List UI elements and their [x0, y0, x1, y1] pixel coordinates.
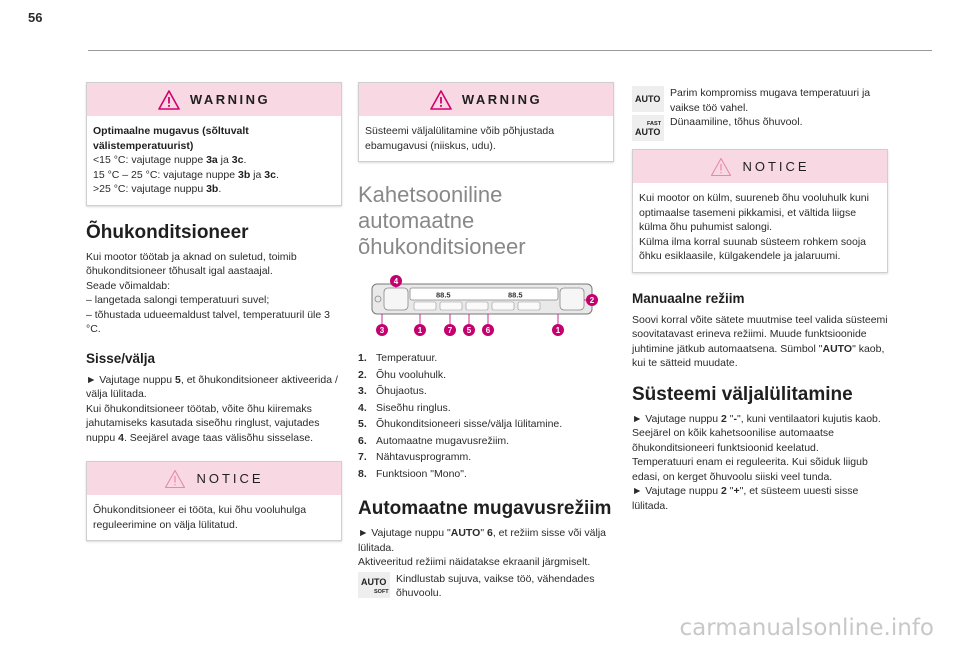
warning-triangle-icon — [158, 90, 180, 110]
callout-label-6: 6 — [485, 326, 491, 335]
list-item: 6. Automaatne mugavusrežiim. — [358, 434, 510, 447]
callout-label-4: 4 — [393, 277, 399, 286]
panel-button — [414, 302, 436, 310]
system-off-text: ► Vajutage nuppu 2 "-", kuni ventilaatori kujutis kaob. Seejärel on kõik kahetsoonilise automaatse õhukonditsioneeri funktsioonid keelatud. Temperatuuri enam ei reguleerita. Kui sõiduk liigub edasi, on kerget õhuvoolu siiski veel tunda. ► Vajutage nuppu 2 "+", et süsteem uuesti sisse lülitada. — [632, 412, 881, 512]
mode-soft-row — [358, 572, 614, 601]
watermark: carmanualsonline.info — [679, 615, 934, 641]
list-item: 1. Temperatuur. — [358, 352, 438, 364]
icon-label-top: AUTO — [361, 576, 387, 587]
column-3 — [632, 86, 888, 513]
warning-body — [87, 116, 341, 205]
panel-button — [466, 302, 488, 310]
list-item: 3. Õhujaotus. — [358, 385, 427, 397]
ac-control-panel-illustration — [358, 274, 598, 340]
notice-triangle-icon — [164, 469, 186, 489]
warning-line-3: >25 °C: vajutage nuppu 3b. — [93, 183, 222, 195]
panel-button — [440, 302, 462, 310]
warning-body: Süsteemi väljalülitamine võib põhjustada ebamugavusi (niiskus, udu). — [365, 125, 555, 152]
mode-fast-row — [632, 115, 888, 141]
callout-label-2: 2 — [589, 296, 595, 305]
panel-button — [518, 302, 540, 310]
list-item: 2. Õhu vooluhulk. — [358, 368, 447, 381]
intro-text: Kui mootor töötab ja aknad on suletud, toimib õhukonditsioneer tõhusalt igal aastaajal. Seade võimaldab: – langetada salongi temperatuuri suvel; – tõhustada udueemaldust talvel, temperatuuril üle 3 °C. — [86, 250, 330, 335]
section-heading-system-off: Süsteemi väljalülitamine — [632, 383, 853, 405]
notice-body: Kui mootor on külm, suureneb õhu vooluhulk kuni optimaalse tasemeni pikkamisi, et vältida liigse külma õhu puhumist salongi. Külma ilma korral suunab süsteem rohkem sooja õhku esiklaasile, külgakendele ja jalaruumi. — [639, 192, 869, 262]
list-item: 4. Siseõhu ringlus. — [358, 401, 451, 414]
callout-label-7: 7 — [447, 326, 453, 335]
header-rule — [88, 50, 932, 51]
icon-label-bottom: AUTO — [635, 127, 661, 137]
column-1 — [86, 82, 342, 541]
warning-triangle-icon — [430, 90, 452, 110]
notice-header — [633, 150, 887, 183]
numbered-legend — [358, 350, 614, 482]
panel-left-knob — [384, 288, 408, 310]
warning-line-2: 15 °C – 25 °C: vajutage nuppe 3b ja 3c. — [93, 168, 279, 181]
callout-label-1: 1 — [417, 326, 423, 335]
notice-body: Õhukonditsioneer ei tööta, kui õhu vooluhulga reguleerimine on välja lülitatud. — [93, 504, 307, 531]
warning-title: WARNING — [461, 92, 543, 107]
callout-label-5: 5 — [466, 326, 472, 335]
warning-box-optimal — [86, 82, 342, 206]
subheading-manual-mode: Manuaalne režiim — [632, 290, 745, 306]
panel-display-right: 88.5 — [508, 290, 523, 300]
warning-title: WARNING — [189, 92, 271, 107]
warning-bold-intro: Optimaalne mugavus (sõltuvalt välistemperatuurist) — [93, 125, 249, 152]
callout-label-3: 3 — [379, 326, 385, 335]
icon-label-top: FAST — [647, 121, 662, 127]
notice-title: NOTICE — [742, 159, 810, 174]
mode-soft-text: Kindlustab sujuva, vaikse töö, vähendades õhuvoolu. — [396, 572, 595, 599]
icon-label: AUTO — [635, 94, 661, 104]
auto-icon — [632, 86, 664, 112]
section-title-dual-zone: Kahetsooniline automaatne õhukonditsioneer — [358, 182, 526, 259]
list-item: 8. Funktsioon "Mono". — [358, 467, 467, 480]
notice-header — [87, 462, 341, 495]
section-heading-ac: Õhukonditsioneer — [86, 221, 249, 243]
notice-box-ac — [86, 461, 342, 541]
list-item: 5. Õhukonditsioneeri sisse/välja lülitamine. — [358, 418, 563, 430]
notice-title: NOTICE — [196, 471, 264, 486]
on-off-text: ► Vajutage nuppu 5, et õhukonditsioneer aktiveerida / välja lülitada. Kui õhukonditsioneer töötab, võite õhu kiiremaks jahutamiseks kasutada siseõhu ringlust, vajutades nuppu 4. Seejärel avage taas välisõhu sisselase. — [86, 373, 338, 444]
page-number: 56 — [28, 10, 43, 25]
panel-display-left: 88.5 — [436, 290, 451, 300]
mode-auto-text: Parim kompromiss mugava temperatuuri ja vaikse töö vahel. — [670, 87, 871, 114]
subheading-on-off: Sisse/välja — [86, 350, 156, 366]
manual-mode-text: Soovi korral võite sätete muutmise teel valida süsteemi soovitatavast erineva režiimi. Muude funktsioonide juhtimine jätkub automaatsena. Sümbol "AUTO" kaob, kui te sätteid muudate. — [632, 313, 888, 369]
panel-right-knob — [560, 288, 584, 310]
fast-auto-icon — [632, 115, 664, 141]
callout-label-1b: 1 — [555, 326, 561, 335]
mode-fast-text: Dünaamiline, tõhus õhuvool. — [670, 116, 803, 128]
warning-header — [87, 83, 341, 116]
warning-header — [359, 83, 613, 116]
panel-button — [492, 302, 514, 310]
panel-display — [410, 288, 558, 300]
warning-line-1: <15 °C: vajutage nuppe 3a ja 3c. — [93, 154, 247, 166]
auto-soft-icon — [358, 572, 390, 598]
warning-box-shutdown — [358, 82, 614, 162]
notice-box-cold-engine — [632, 149, 888, 273]
list-item: 7. Nähtavusprogramm. — [358, 451, 472, 463]
auto-comfort-text: ► Vajutage nuppu "AUTO" 6, et režiim sisse või välja lülitada. Aktiveeritud režiimi näidatakse ekraanil järgmiselt. — [358, 527, 607, 568]
icon-label-bottom: SOFT — [374, 588, 389, 595]
notice-triangle-icon — [710, 157, 732, 177]
column-2 — [358, 82, 614, 601]
section-heading-auto-comfort: Automaatne mugavusrežiim — [358, 498, 612, 519]
mode-auto-row — [632, 86, 888, 115]
